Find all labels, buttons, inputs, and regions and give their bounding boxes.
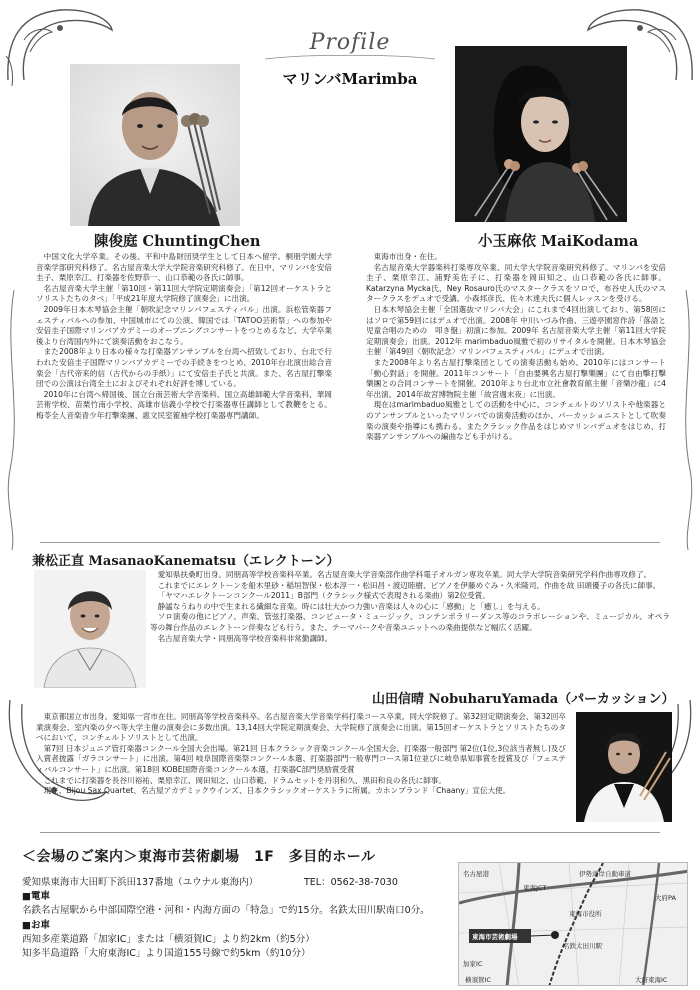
venue-tel: TEL：0562-38-7030 (304, 877, 398, 888)
yamada-bio-paragraph: 東京都国立市出身。愛知県一宮市在住。同朋高等学校音楽科卒。名古屋音楽大学音楽学科打楽コース卒業。同大学院修了。第32回定期演奏会、第32回卒業演奏会、室内楽の夕べ等大学主催の演奏会に多数出演。13,14回大学院定期演奏会、大学院修了演奏会に出演。第15回オーケストラとソリストたちのタベにおいて、コンチェルトソリストとして出演。 (36, 712, 566, 743)
chen-bio-paragraph: また2008年より日本の様々な打楽器アンサンブルを台湾へ招致しており、台北で行われた安倍圭子国際マリンバアカデミーでの手続きをつとめ、2010年台北演出総合音楽会「古代帝来的信（古代からの手紙）」にて安倍圭子氏と共演。また、名古屋打撃楽団での公演は台湾全土におよびそれぞれ好評を博している。 (36, 347, 332, 389)
map-label: 名古屋港 (463, 870, 489, 878)
venue-divider (40, 832, 660, 833)
kanematsu-photo (34, 570, 146, 688)
chen-bio-paragraph: 名古屋音楽大学主催「第10回・第11回大学院定期演奏会」「第12回オーケストラとソリストたちのタベ」「平成21年度大学院修了演奏会」に出演。 (36, 283, 332, 304)
kodama-bio-paragraph: 日本木琴協会主催「全国選抜マリンバ大会」にこれまで4回出演しており、第58回にはソロで第59回にはデュオで出演。2008年 中川いづみ作曲、三遊亭園窓作詩「落語と児童合唱のための 叩き盤」初演に参加。2009年 名古屋音楽大学主催「第11回大学院定期演奏会」出演。2012年 marimbaduo風雅で初のリサイタルを開催。日本木琴協会主催「第49回〈朝吹記念〉マリンバフェスティバル」にデュオで出演。 (366, 304, 666, 357)
corner-flourish-mid-right (670, 290, 700, 550)
corner-flourish-mid-left (0, 290, 30, 550)
kodama-photo (455, 46, 627, 222)
chen-bio (36, 252, 332, 422)
kodama-bio-paragraph: また2008年より名古屋打撃楽団としての演奏活動も始め、2010年にはコンサート「動心對話」を開催。2011年コンサート「自由要興名古屋打撃樂團」にて自由擊打擊樂團との合同コンサートを開催。2010年より台北市立社會教育館主催「音樂沙龍」に4年出演。2014年故宮博物院主催「故宮週末夜」に出演。 (366, 357, 666, 399)
chen-bio-paragraph: 2010年に台湾へ帰国後、国立台南芸術大学音楽科、国立高雄師範大学音楽科、華岡芸術学校、苗栗竹南小学校、高雄市信義小学校で打楽器専任講師として教鞭をとる。梅苓全人音楽青少年打撃楽團、惠文民室篧袖学校打楽器専門講師。 (36, 389, 332, 420)
venue-address: 愛知県東海市大田町下浜田137番地（ユウナル東海内） (22, 877, 259, 888)
car-route-1: 西知多産業道路「加家IC」または「横須賀IC」より約2km（約5分） (22, 934, 315, 945)
section-divider (40, 542, 660, 543)
map-label: 東海市役所 (569, 910, 602, 918)
yamada-photo (576, 712, 672, 822)
map-label: 伊勢湾岸自動車道 (579, 870, 631, 878)
map-label: 名鉄太田川駅 (563, 942, 602, 950)
car-label: ■お車 (22, 920, 50, 931)
kanematsu-name: 兼松正直 MasanaoKanematsu（エレクトーン） (32, 554, 340, 569)
map-label: 大府東海IC (635, 976, 668, 984)
chen-photo (70, 64, 240, 226)
chen-name: 陳俊庭 ChuntingChen (94, 233, 261, 250)
kanematsu-bio-paragraph: 静謐なうねりの中で生まれる繊細な音楽。時には壮大かつ力強い音楽は人々の心に「感動」と「癒し」を与える。 (157, 601, 545, 611)
marimba-heading: マリンバMarimba (282, 70, 418, 88)
profile-script-title: Profile (309, 30, 391, 55)
chen-bio-paragraph: 2009年日本木琴協会主催「朝吹記念マリンバフェスティバル」出演。浜松管楽器フェスティバルへの参加、中国城市にての公演、韓国では「TATOO芸術祭」への参加や安倍圭子国際マリンバアカデミーのオープニングコンサートをつとめるなど、大学卒業後より台湾国内外にて演奏活動をおこなう。 (36, 304, 332, 346)
car-route-2: 知多半島道路「大府東海IC」より国道155号線で約5km（約10分） (22, 948, 311, 959)
kanematsu-bio-paragraph: 名古屋音楽大学・同朋高等学校音楽科非常勤講師。 (157, 633, 333, 643)
kodama-bio-paragraph: 現在はmarimbaduo風雅としての活動を中心に、コンチェルトのソリストや他楽器とのアンサンブルといったマリンバでの演奏活動のほか、パーカッショニストとして吹奏楽の演奏や指導にも携わる。またクラシック作品をはじめマリンバデュオをはじめ、打楽器アンサンブルへの編曲なども手がける。 (366, 400, 666, 442)
venue-title: ＜会場のご案内＞東海市芸術劇場 1F 多目的ホール (22, 849, 376, 865)
kanematsu-bio (150, 570, 670, 644)
map-label: 横須賀IC (465, 976, 491, 984)
yamada-bio (36, 712, 566, 797)
map-label: 東海JCT (523, 884, 547, 892)
yamada-name: 山田信晴 NobuharuYamada（パーカッション） (372, 692, 675, 707)
title-underline-flourish (265, 54, 435, 64)
train-label: ■電車 (22, 891, 50, 902)
kanematsu-bio-paragraph: 「ヤマハエレクトーンコンクール2011」B部門（クラシック様式で表現される楽曲）第2位受賞。 (157, 591, 490, 601)
chen-bio-paragraph: 中国文化大学卒業。その後、平和中島財団奨学生として日本へ留学。桐朋学園大学音楽学部研究科修了。名古屋音楽大学大学院音楽研究科修了。在日中、マリンバを安倍圭子、栗原幸江、打楽器を佐野恭一、山口恭範の各氏に師事。 (36, 252, 332, 283)
map-label: 大府PA (655, 894, 676, 902)
map-roads (459, 863, 688, 986)
map-label: 東海市芸術劇場 (472, 933, 518, 941)
kodama-bio-paragraph: 名古屋音楽大学器楽科打楽専攻卒業、同大学大学院音楽研究科修了。マリンバを安倍圭子、栗原幸江、浦野美佐子に、打楽器を岡田知之、山口恭範の各氏に師事。Katarzyna Mycka氏、Ney Rosauro氏のマスタークラスをソロで、布谷史人氏のマスタークラスをデュオで受講。小森邦彦氏、佐々木達夫氏に個人レッスンを受ける。 (366, 262, 666, 304)
yamada-bio-paragraph: 第7回 日本ジュニア管打楽器コンクール全国大会出場。第21回 日本クラシック音楽コンクール全国大会、打楽器一般部門 第2位(1位,3位該当者無し)及び入賞者披露「ガラコンサート」に出演。第4回 岐阜国際音楽祭コンクール本選、打楽器部門一般専門コース第1位並びに岐阜県知事賞を授賞及び「フェスティバルコンサート」に出演。第18回 KOBE国際音楽コンクール本選、打楽器C部門奨励賞受賞 (36, 743, 566, 774)
kodama-bio-paragraph: 東海市出身・在住。 (373, 252, 442, 261)
kodama-name: 小玉麻依 MaiKodama (478, 233, 639, 250)
yamada-bio-paragraph: これまでに打楽器を長谷川裕祐、栗原幸江、岡田知之、山口恭範、ドラムセットを丹羽和久、黒田和良の各氏に師事。 (43, 775, 446, 785)
kanematsu-bio-paragraph: 愛知県扶桑町出身。同朋高等学校音楽科卒業。名古屋音楽大学音楽部作曲学科電子オルガン専攻卒業。同大学大学院音楽研究学科作曲専攻修了。 (157, 570, 652, 579)
yamada-bio-paragraph: 現在、Bijou Sax Quartet、名古屋アカデミックウインズ、日本クラシックオーケストラに所属。カホンブランド「Chaany」宣伝大使。 (43, 786, 511, 796)
kanematsu-bio-paragraph: ソロ演奏の他にピアノ、声楽、管弦打楽器、コンピュータ・ミュージック、コンテンポラリーダンス等のコラボレーションや、ミュージカル、オペラ等の舞台作品のエレクトーン伴奏なども行う。また、テーマパークや音楽ユニットへの楽曲提供など幅広く活躍。 (150, 612, 670, 632)
map-label: 加家IC (463, 960, 483, 968)
kodama-bio (366, 252, 666, 443)
kanematsu-bio-paragraph: これまでにエレクトーンを船木里砂・稲垣智保・松本淳一・松田昌・渡辺睦樹、ピアノを伊藤めぐみ・久米隆司、作曲を故 田頭優子の各氏に師事。 (157, 580, 661, 590)
access-map (458, 862, 688, 986)
train-text: 名鉄名古屋駅から中部国際空港・河和・内海方面の「特急」で約15分。名鉄太田川駅南口0分。 (22, 905, 430, 916)
